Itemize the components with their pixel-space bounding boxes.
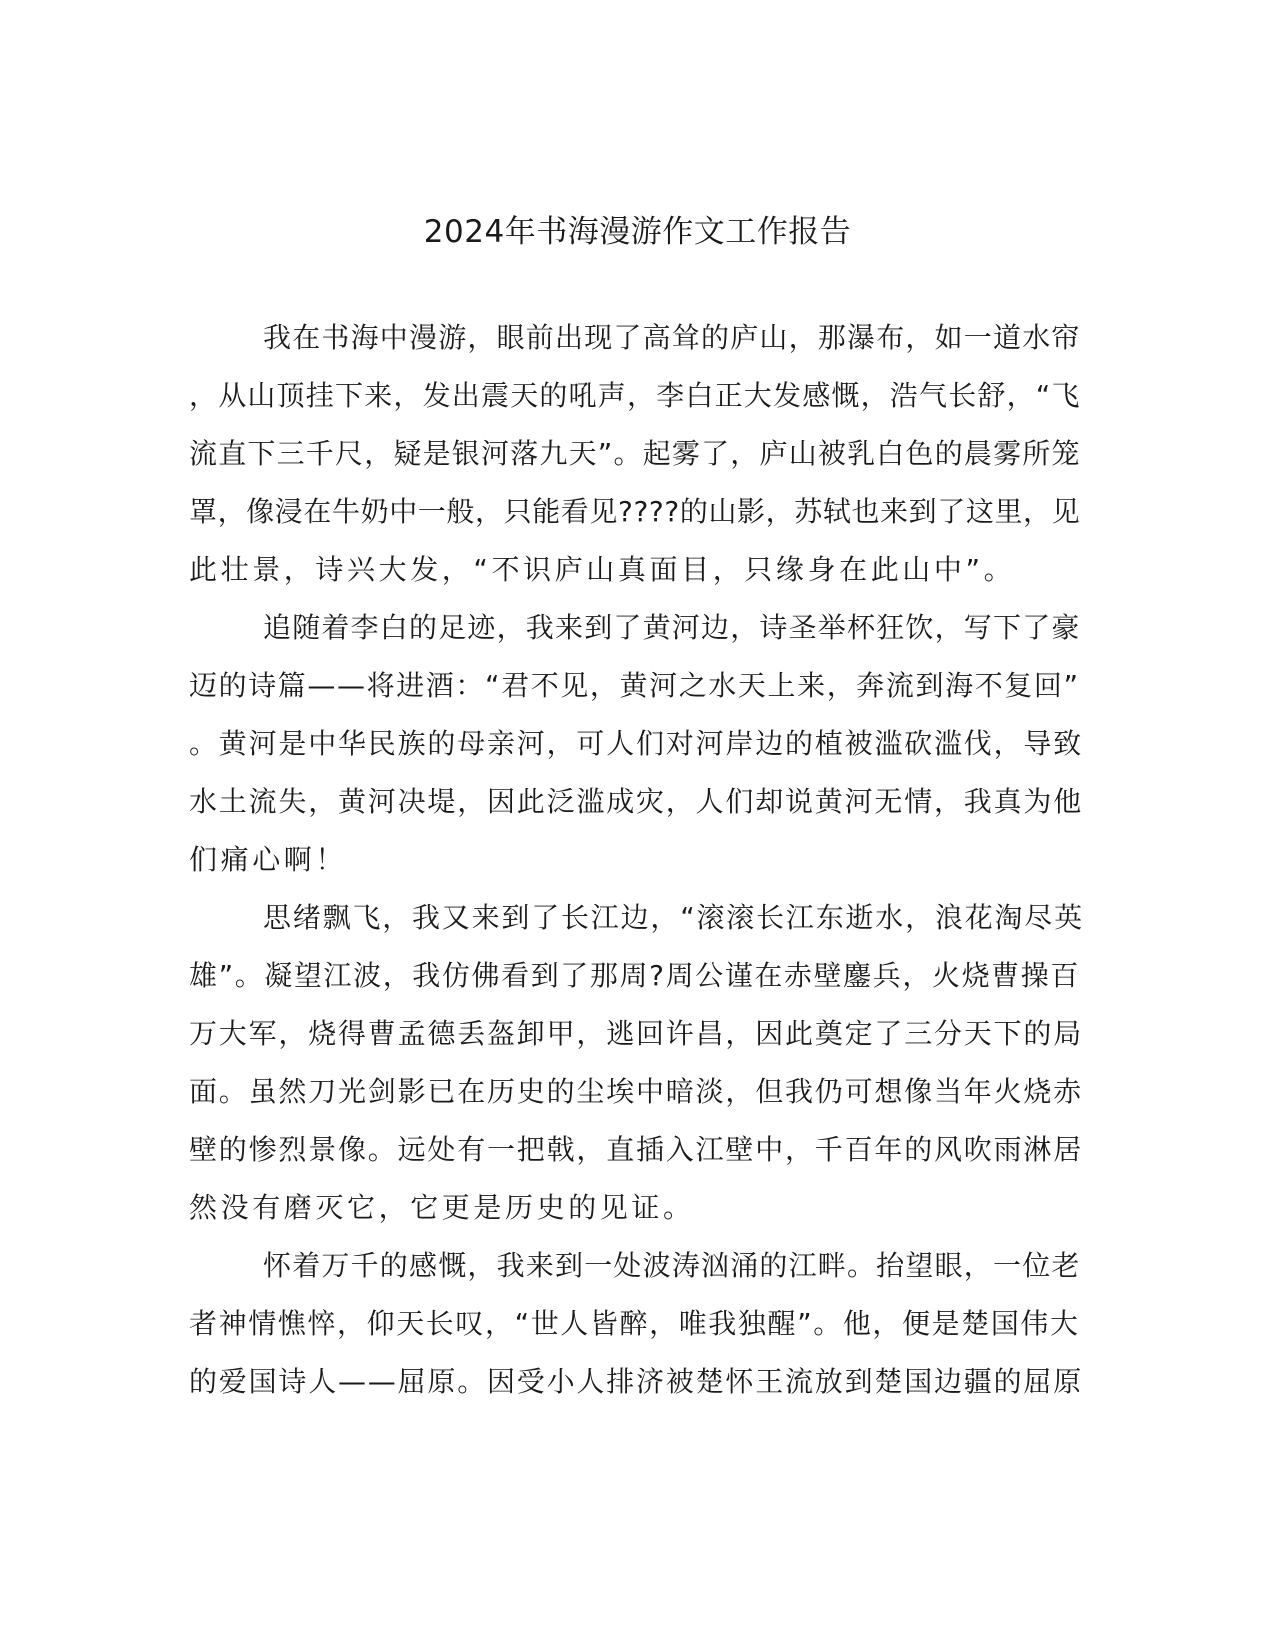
text-line: 的爱国诗人——屈原。因受小人排济被楚怀王流放到楚国边疆的屈原 xyxy=(189,1365,1084,1398)
text-line: 雄”。凝望江波，我仿佛看到了那周?周公谨在赤壁鏖兵，火烧曹操百 xyxy=(189,959,1080,992)
text-line: ，从山顶挂下来，发出震天的吼声，李白正大发感慨，浩气长舒，“飞 xyxy=(189,379,1081,412)
text-line: 此壮景，诗兴大发，“不识庐山真面目，只缘身在此山中”。 xyxy=(189,553,1016,586)
text-line: 流直下三千尺，疑是银河落九天”。起雾了，庐山被乳白色的晨雾所笼 xyxy=(189,437,1081,470)
text-line: 们痛心啊！ xyxy=(189,843,348,876)
text-line: 面。虽然刀光剑影已在历史的尘埃中暗淡，但我仍可想像当年火烧赤 xyxy=(189,1075,1084,1108)
text-line: 万大军，烧得曹孟德丢盔卸甲，逃回许昌，因此奠定了三分天下的局 xyxy=(189,1017,1084,1050)
text-line: 者神情憔悴，仰天长叹，“世人皆醉，唯我独醒”。他，便是楚国伟大 xyxy=(189,1307,1080,1340)
text-line: 然没有磨灭它，它更是历史的见证。 xyxy=(189,1191,695,1224)
text-line: 思绪飘飞，我又来到了长江边，“滚滚长江东逝水，浪花淘尽英 xyxy=(263,901,1084,934)
text-line: 迈的诗篇——将进酒：“君不见，黄河之水天上来，奔流到海不复回” xyxy=(189,669,1080,702)
text-line: 壁的惨烈景像。远处有一把戟，直插入江壁中，千百年的风吹雨淋居 xyxy=(189,1133,1084,1166)
text-line: 罩，像浸在牛奶中一般，只能看见????的山影，苏轼也来到了这里，见 xyxy=(189,495,1081,528)
text-line: 追随着李白的足迹，我来到了黄河边，诗圣举杯狂饮，写下了豪 xyxy=(263,611,1081,644)
text-line: 怀着万千的感慨，我来到一处波涛汹涌的江畔。抬望眼，一位老 xyxy=(263,1249,1081,1282)
text-line: 水土流失，黄河决堤，因此泛滥成灾，人们却说黄河无情，我真为他 xyxy=(189,785,1084,818)
document-title: 2024年书海漫游作文工作报告 xyxy=(423,214,852,250)
text-line: 。黄河是中华民族的母亲河，可人们对河岸边的植被滥砍滥伐，导致 xyxy=(189,727,1084,760)
text-line: 我在书海中漫游，眼前出现了高耸的庐山，那瀑布，如一道水帘 xyxy=(263,321,1081,354)
